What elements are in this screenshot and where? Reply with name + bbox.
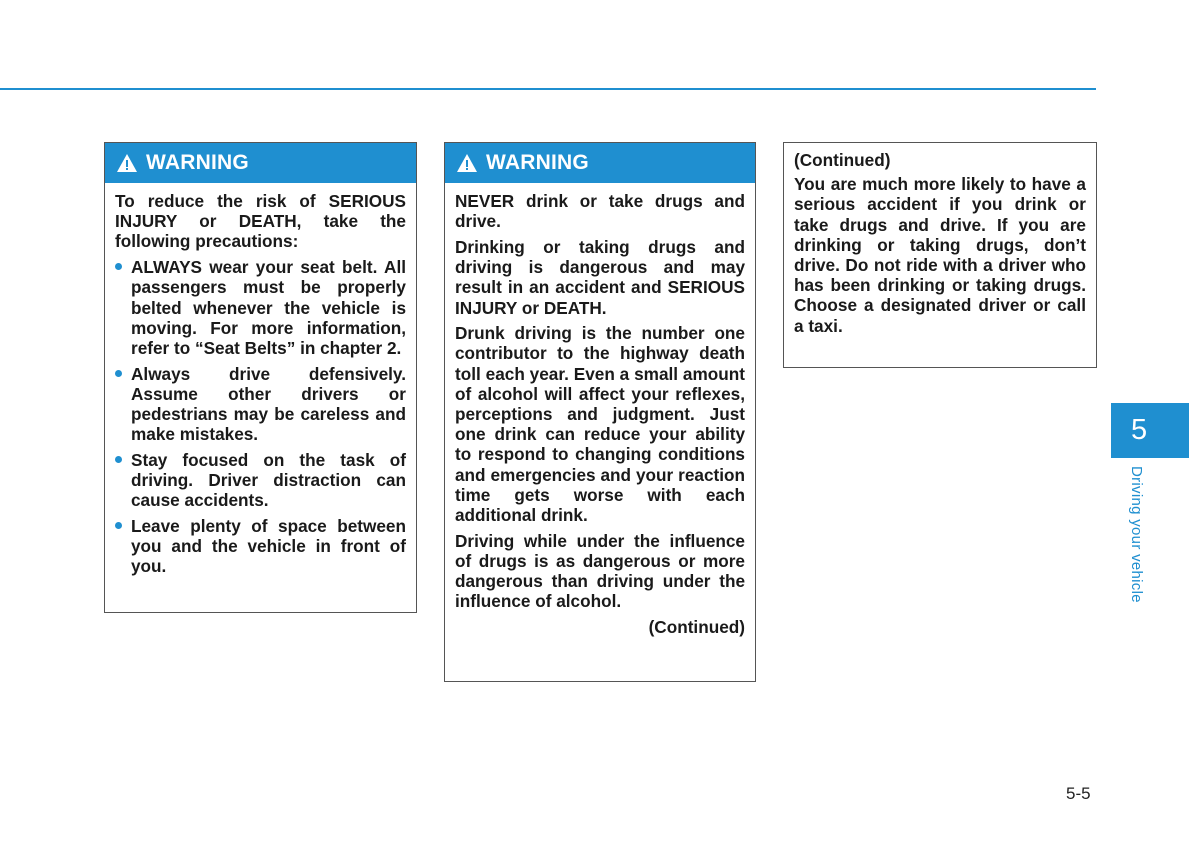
warning-title: WARNING — [486, 151, 589, 174]
warning-body — [105, 183, 416, 577]
list-item — [115, 450, 406, 511]
warning-box-seat-belt — [104, 142, 417, 613]
bullet-icon — [115, 263, 122, 270]
warning-paragraph: Drinking or taking drugs and driving is dangerous and may result in an accident and SERIOUS INJURY or DEATH. — [455, 236, 745, 318]
warning-paragraph: Drunk driving is the number one contributor to the highway death toll each year. Even a small amount of alcohol will affect your reflexes, perceptions and judgment. Just one drink can reduce your ability to respond to changing conditions and emergencies and your reaction time gets worse with each additional drink. — [455, 323, 745, 526]
warning-box-drink-drive — [444, 142, 756, 682]
list-item — [115, 257, 406, 358]
list-item-text: Stay focused on the task of driving. Driver distraction can cause accidents. — [131, 449, 406, 511]
list-item-text: ALWAYS wear your seat belt. All passengers must be properly belted whenever the vehicle is moving. For more information, refer to “Seat Belts” in chapter 2. — [131, 257, 406, 358]
continued-label: (Continued) — [648, 617, 745, 638]
list-item-text: Always drive defensively. Assume other drivers or pedestrians may be careless and make mistakes. — [131, 363, 406, 445]
list-item — [115, 364, 406, 445]
continued-body — [784, 143, 1096, 336]
continued-box — [783, 142, 1097, 368]
chapter-number: 5 — [1131, 414, 1148, 446]
top-rule — [0, 88, 1096, 90]
page-number: 5-5 — [1066, 784, 1091, 803]
warning-intro: To reduce the risk of SERIOUS INJURY or DEATH, take the following precautions: — [115, 191, 406, 252]
list-item — [115, 516, 406, 577]
bullet-icon — [115, 522, 122, 529]
warning-paragraph: Driving while under the influence of drugs is as dangerous or more dangerous than driving under the influence of alcohol. — [455, 530, 745, 612]
warning-triangle-icon — [456, 153, 478, 173]
warning-body — [445, 183, 755, 637]
continued-text: You are much more likely to have a serious accident if you drink or take drugs and drive. If you are drinking or taking drugs, don’t drive. Do not ride with a driver who has been drinking or taking drugs. Choose a designated driver or call a taxi. — [794, 174, 1086, 336]
continued-heading: (Continued) — [794, 150, 891, 170]
warning-title: WARNING — [146, 151, 249, 174]
bullet-icon — [115, 370, 122, 377]
warning-header — [445, 143, 755, 183]
list-item-text: Leave plenty of space between you and the vehicle in front of you. — [131, 516, 406, 577]
warning-header — [105, 143, 416, 183]
warning-paragraph: NEVER drink or take drugs and drive. — [455, 191, 745, 232]
bullet-icon — [115, 456, 122, 463]
precaution-list — [115, 257, 406, 577]
warning-triangle-icon — [116, 153, 138, 173]
chapter-label: Driving your vehicle — [1128, 466, 1145, 603]
chapter-tab — [1111, 403, 1189, 458]
